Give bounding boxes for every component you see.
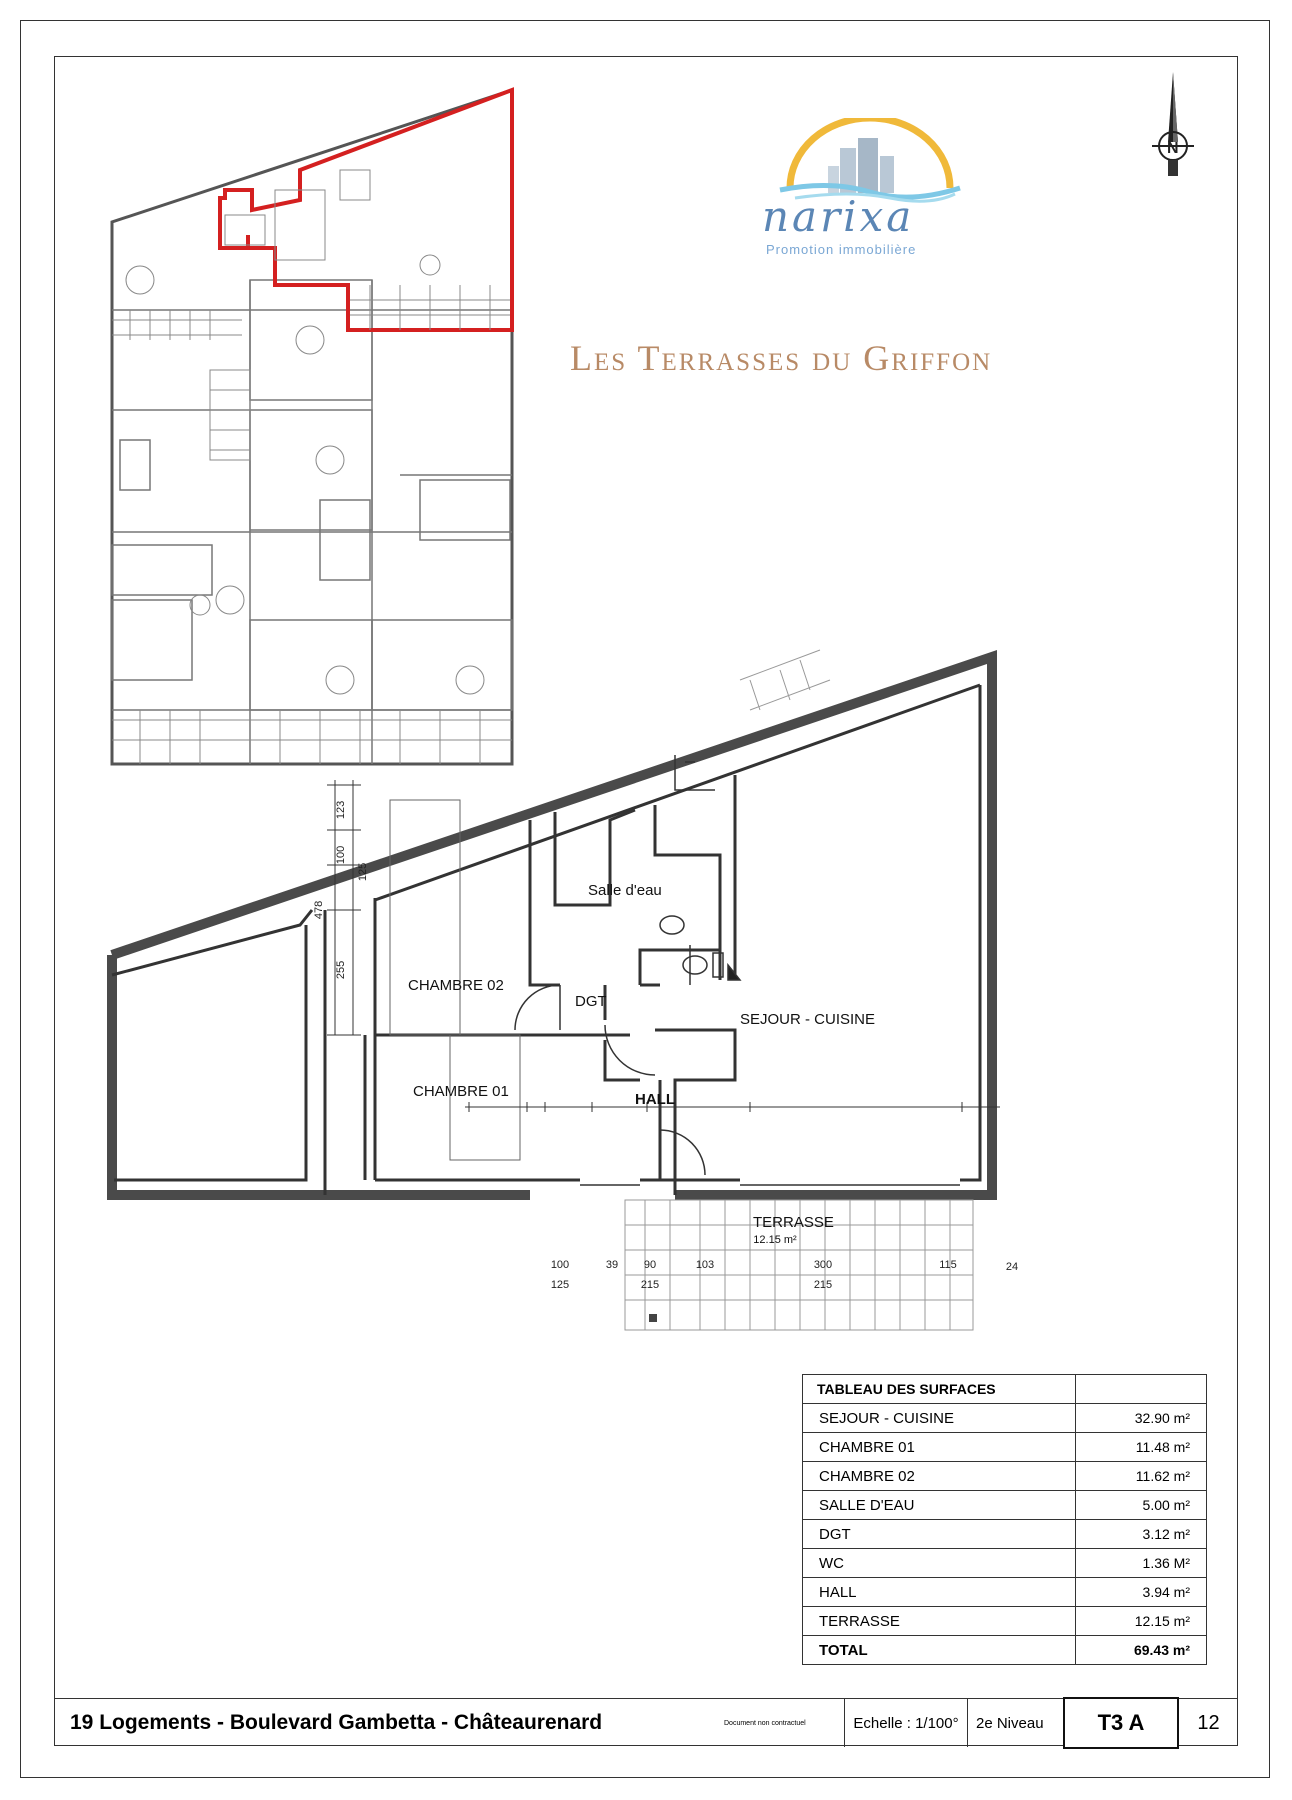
room-sejour-cuisine: SEJOUR - CUISINE — [740, 1011, 876, 1028]
room-terrasse: TERRASSE — [753, 1214, 834, 1231]
surface-label: TERRASSE — [803, 1607, 1076, 1636]
north-arrow-icon — [1150, 64, 1230, 184]
footer-disclaimer: Document non contractuel — [724, 1719, 806, 1727]
surface-value: 11.62 m² — [1076, 1462, 1207, 1491]
project-title: Les Terrasses du Griffon — [570, 338, 993, 378]
room-salle-eau: Salle d'eau — [588, 882, 662, 899]
dim-top-39: 39 — [605, 1259, 619, 1271]
dim-v-478: 478 — [313, 900, 325, 920]
logo-wordmark: narixa — [762, 192, 915, 241]
apartment-plan — [100, 640, 1020, 1340]
surface-label: CHAMBRE 02 — [803, 1462, 1076, 1491]
room-chambre-02: CHAMBRE 02 — [408, 977, 504, 994]
footer-unit-type: T3 A — [1063, 1697, 1179, 1749]
dim-bottom-125: 125 — [550, 1279, 570, 1291]
title-block — [54, 1698, 1238, 1747]
surface-label: HALL — [803, 1578, 1076, 1607]
dim-v-255: 255 — [335, 960, 347, 980]
dim-v-123: 123 — [335, 800, 347, 820]
surface-label: DGT — [803, 1520, 1076, 1549]
room-hall: HALL — [635, 1091, 675, 1108]
terrasse-area: 12.15 m² — [753, 1234, 797, 1246]
dim-top-103: 103 — [695, 1259, 715, 1271]
surface-label: WC — [803, 1549, 1076, 1578]
highlighted-unit — [220, 90, 512, 330]
svg-text:N: N — [1167, 140, 1179, 157]
footer-level: 2e Niveau — [967, 1699, 1107, 1747]
dim-top-90: 90 — [643, 1259, 657, 1271]
dim-v-125: 125 — [357, 862, 369, 882]
dim-v-100: 100 — [335, 845, 347, 865]
surfaces-header: TABLEAU DES SURFACES — [803, 1375, 1076, 1404]
surfaces-table — [802, 1374, 1207, 1665]
surface-value: 12.15 m² — [1076, 1607, 1207, 1636]
dim-bottom-215a: 215 — [640, 1279, 660, 1291]
surface-value: 32.90 m² — [1076, 1404, 1207, 1433]
dim-top-115: 115 — [939, 1259, 957, 1271]
surface-total-label: TOTAL — [803, 1636, 1076, 1665]
footer-page-number: 12 — [1197, 1711, 1220, 1734]
dim-top-300: 300 — [813, 1259, 833, 1271]
footer-scale: Echelle : 1/100° — [844, 1699, 967, 1747]
surface-label: CHAMBRE 01 — [803, 1433, 1076, 1462]
dim-top-100: 100 — [550, 1259, 570, 1271]
room-chambre-01: CHAMBRE 01 — [413, 1083, 509, 1100]
surface-value: 1.36 M² — [1076, 1549, 1207, 1578]
surface-value: 11.48 m² — [1076, 1433, 1207, 1462]
footer-address: 19 Logements - Boulevard Gambetta - Châteaurenard — [70, 1711, 603, 1734]
surface-total-value: 69.43 m² — [1076, 1636, 1207, 1665]
surface-label: SEJOUR - CUISINE — [803, 1404, 1076, 1433]
dim-bottom-215b: 215 — [813, 1279, 833, 1291]
surface-value: 3.94 m² — [1076, 1578, 1207, 1607]
surface-value: 5.00 m² — [1076, 1491, 1207, 1520]
dim-top-24: 24 — [1005, 1261, 1019, 1273]
logo-subtitle: Promotion immobilière — [766, 242, 917, 257]
surface-label: SALLE D'EAU — [803, 1491, 1076, 1520]
room-dgt: DGT — [575, 993, 607, 1010]
surface-value: 3.12 m² — [1076, 1520, 1207, 1549]
